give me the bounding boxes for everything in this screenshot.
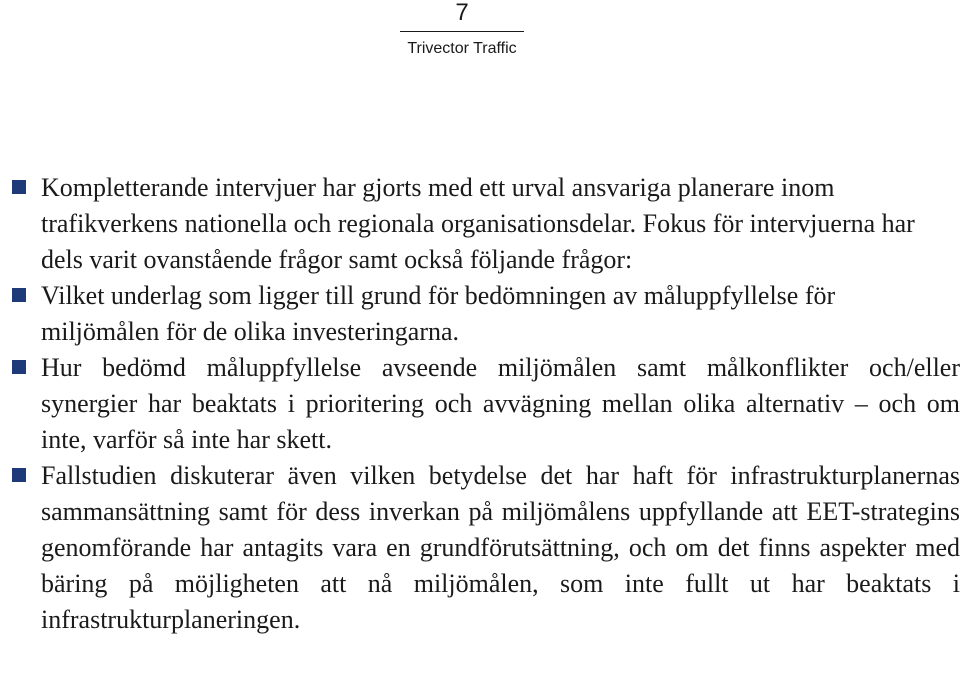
page-header: [400, 0, 524, 59]
bullet-text: Vilket underlag som ligger till grund för bedömningen av måluppfyllelse för miljömålen för de olika investeringarna.: [41, 281, 836, 346]
bullet-text: Hur bedömd måluppfyllelse avseende miljömålen samt målkonflikter och/eller synergier har beaktats i prioritering och avvägning mellan olika alternativ – och om inte, varför så inte har skett.: [41, 353, 960, 454]
bullet-item: [12, 170, 960, 278]
bullet-list: [12, 170, 960, 638]
bullet-text: Kompletterande intervjuer har gjorts med ett urval ansvariga planerare inom trafikverkens nationella och regionala organisationsdelar. Fokus för intervjuerna har dels varit ovanstående frågor samt också följande frågor:: [41, 173, 915, 274]
bullet-item: [12, 458, 960, 638]
bullet-item: [12, 278, 960, 350]
bullet-item: [12, 350, 960, 458]
square-bullet-icon: [12, 180, 26, 194]
running-header: Trivector Traffic: [407, 40, 517, 57]
square-bullet-icon: [12, 360, 26, 374]
square-bullet-icon: [12, 468, 26, 482]
square-bullet-icon: [12, 288, 26, 302]
bullet-text: Fallstudien diskuterar även vilken betydelse det har haft för infrastrukturplanernas sammansättning samt för dess inverkan på miljömålens uppfyllande att EET-strategins genomförande har antagits vara en grundförutsättning, och om det finns aspekter med bäring på möjligheten att nå miljömålen, som inte fullt ut har beaktats i infrastrukturplaneringen.: [41, 461, 960, 634]
page-number: 7: [400, 0, 524, 32]
